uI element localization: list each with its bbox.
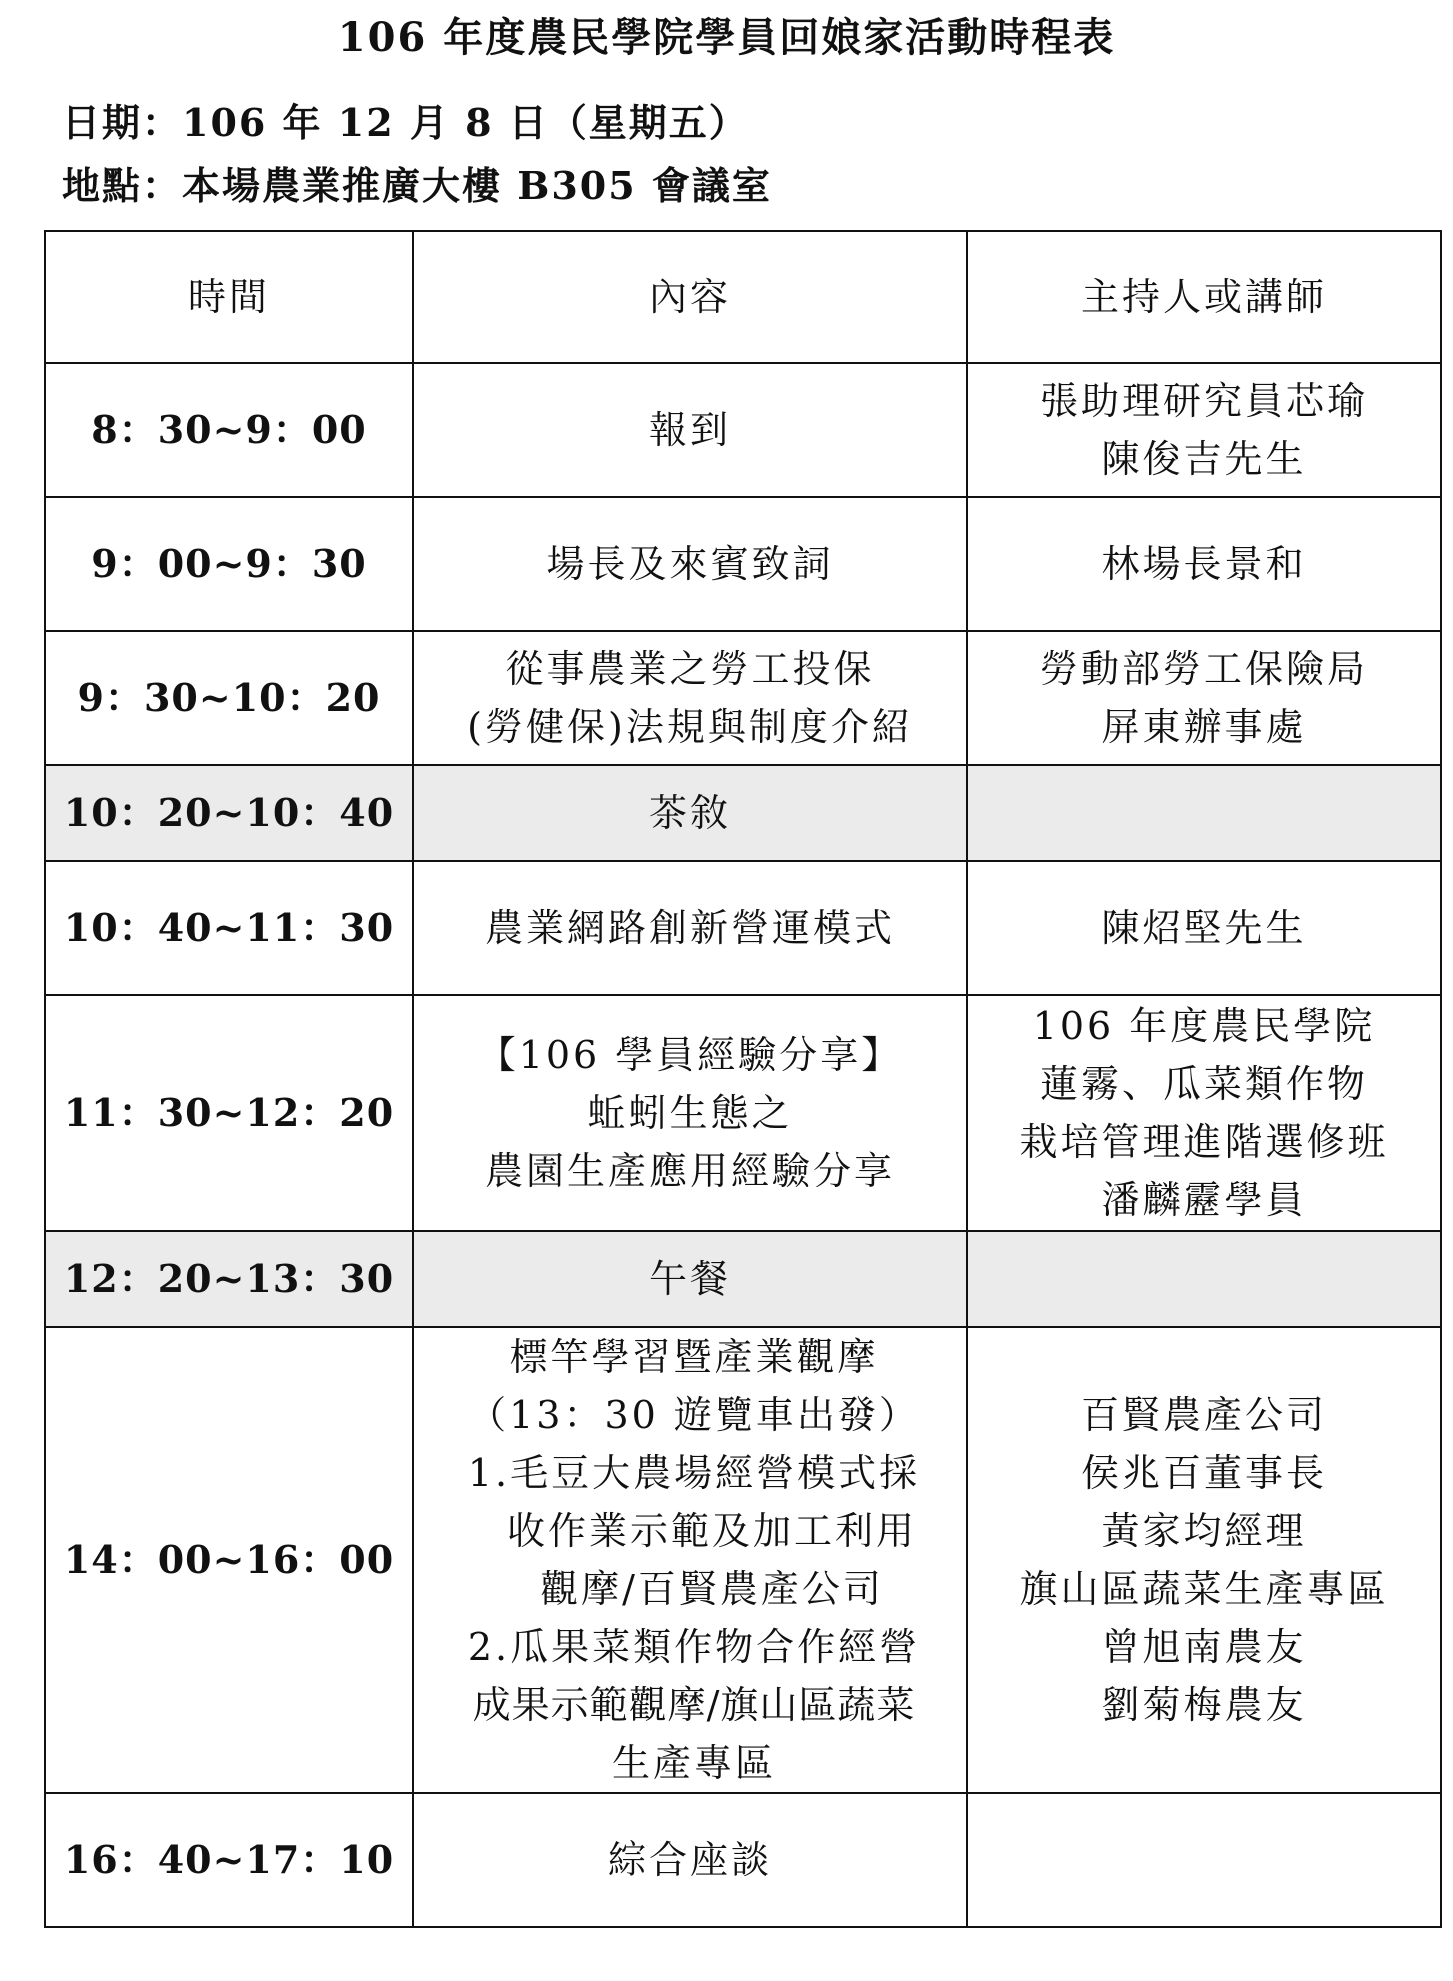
content-line: （13：30 遊覽車出發） [468,1393,920,1437]
content-cell [413,497,967,631]
content-line: 成果示範觀摩/旗山區蔬菜 [472,1683,916,1727]
table-row [45,1327,1441,1793]
content-cell [413,1793,967,1927]
content-line: 觀摩/百賢農產公司 [540,1567,884,1611]
host-line: 劉菊梅農友 [1101,1683,1307,1727]
host-line: 百賢農產公司 [1080,1393,1327,1437]
document-title: 106 年度農民學院學員回娘家活動時程表 [337,14,1116,61]
content-cell [413,1327,967,1793]
content-line: 收作業示範及加工利用 [506,1509,917,1553]
table-row [45,363,1441,497]
host-cell [967,995,1441,1231]
host-cell [967,363,1441,497]
content-line: 場長及來賓致詞 [546,542,834,586]
host-cell-empty [967,1231,1441,1327]
host-cell-empty [967,765,1441,861]
host-line: 侯兆百董事長 [1080,1451,1327,1495]
host-line: 勞動部勞工保險局 [1039,647,1368,691]
content-cell [413,631,967,765]
content-line: 綜合座談 [607,1838,772,1882]
time-cell: 16：40~17：10 [45,1793,413,1927]
content-line: 蚯蚓生態之 [587,1091,793,1135]
header-content: 內容 [413,231,967,363]
table-row-break [45,765,1441,861]
table-row [45,995,1441,1231]
host-line: 栽培管理進階選修班 [1019,1120,1389,1164]
content-line: 從事農業之勞工投保 [505,647,875,691]
content-cell [413,1231,967,1327]
content-line: 1.毛豆大農場經營模式採 [467,1451,921,1495]
time-cell: 11：30~12：20 [45,995,413,1231]
schedule-table [44,230,1442,1928]
table-row-break [45,1231,1441,1327]
table-header-row [45,231,1441,363]
header-host: 主持人或講師 [967,231,1441,363]
host-line: 陳俊吉先生 [1101,437,1307,481]
host-line: 旗山區蔬菜生產專區 [1019,1567,1389,1611]
host-line: 曾旭南農友 [1101,1625,1307,1669]
time-cell: 9：30~10：20 [45,631,413,765]
content-line: 午餐 [648,1257,731,1301]
event-location: 地點：本場農業推廣大樓 B305 會議室 [62,163,772,208]
table-row [45,631,1441,765]
time-cell: 10：20~10：40 [45,765,413,861]
host-cell [967,631,1441,765]
header-time: 時間 [45,231,413,363]
host-line: 張助理研究員芯瑜 [1039,379,1368,423]
host-line: 潘麟靂學員 [1101,1178,1307,1222]
host-cell [967,861,1441,995]
host-line: 陳炤堅先生 [1101,906,1307,950]
content-line: 報到 [648,408,731,452]
content-line: 標竿學習暨產業觀摩 [509,1335,879,1379]
host-line: 蓮霧、瓜菜類作物 [1039,1062,1368,1106]
content-cell [413,765,967,861]
content-line: 茶敘 [648,791,731,835]
content-line: 農業網路創新營運模式 [484,906,895,950]
content-line: 農園生產應用經驗分享 [484,1149,895,1193]
content-cell [413,995,967,1231]
content-line: 2.瓜果菜類作物合作經營 [467,1625,921,1669]
content-line: 生產專區 [611,1741,776,1785]
host-line: 林場長景和 [1101,542,1307,586]
host-line: 黃家均經理 [1101,1509,1307,1553]
table-row [45,861,1441,995]
time-cell: 12：20~13：30 [45,1231,413,1327]
host-cell-empty [967,1793,1441,1927]
content-line: (勞健保)法規與制度介紹 [467,705,913,749]
time-cell: 10：40~11：30 [45,861,413,995]
host-line: 屏東辦事處 [1101,705,1307,749]
table-row [45,1793,1441,1927]
host-line: 106 年度農民學院 [1032,1004,1376,1048]
content-line: 【106 學員經驗分享】 [477,1033,903,1077]
host-cell [967,1327,1441,1793]
table-row [45,497,1441,631]
time-cell: 14：00~16：00 [45,1327,413,1793]
content-cell [413,363,967,497]
time-cell: 9：00~9：30 [45,497,413,631]
content-cell [413,861,967,995]
time-cell: 8：30~9：00 [45,363,413,497]
host-cell [967,497,1441,631]
event-date: 日期：106 年 12 月 8 日（星期五） [62,100,749,145]
